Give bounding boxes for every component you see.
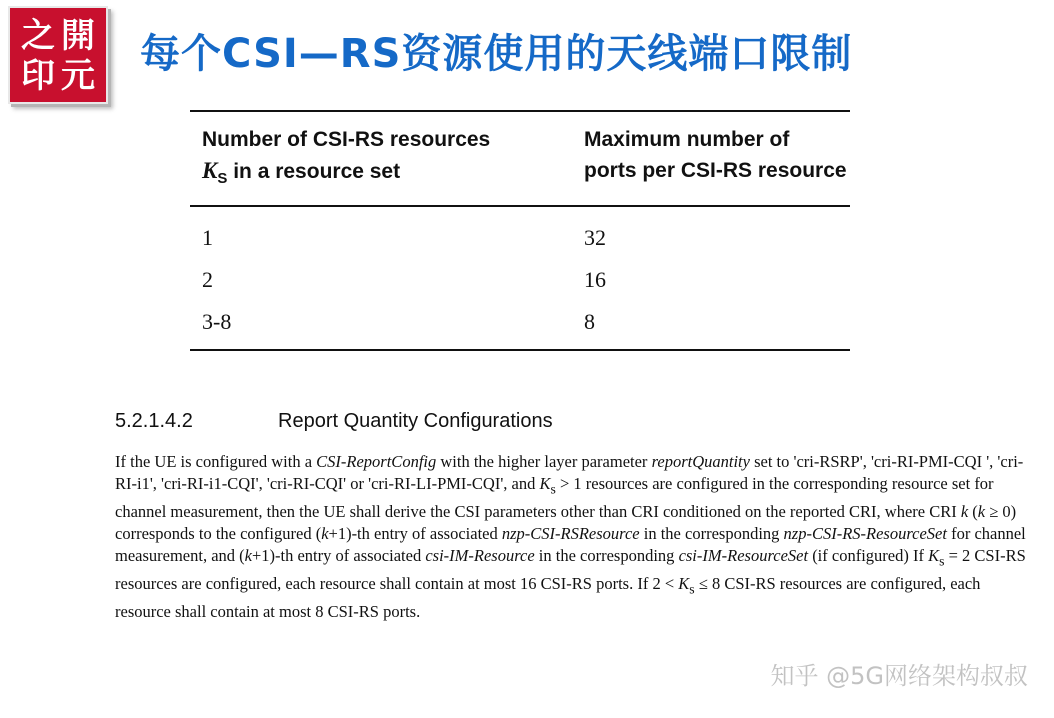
math-var: k: [244, 546, 252, 566]
header-line-rest: in a resource set: [227, 160, 401, 183]
spec-paragraph: [115, 451, 1027, 623]
table-cell-resources: 1: [202, 225, 213, 250]
ks-letter: K: [202, 158, 218, 183]
math-sub: s: [939, 553, 945, 569]
math-var: K: [539, 474, 551, 494]
table-header-max-ports: [584, 124, 854, 186]
text-run: in the corresponding: [639, 524, 784, 544]
param-name: nzp-CSI-RSResource: [501, 524, 640, 544]
text-run: in the corresponding: [534, 546, 679, 566]
logo-grid: [18, 16, 98, 94]
table-top-rule: [190, 110, 850, 112]
text-run: (: [968, 501, 978, 521]
logo-char: 元: [61, 56, 95, 96]
logo-stamp: [8, 6, 108, 104]
logo-char: 印: [21, 56, 55, 96]
math-sub: s: [689, 581, 695, 597]
text-run: ≤ 8 CSI-RS resources are configured, each resource shall contain at most 8 CSI-RS ports.: [115, 574, 981, 621]
text-run: = 2 CSI-RS resources are configured, each resource shall contain at most 16 CSI-RS ports. If 2 <: [115, 546, 1026, 594]
param-name: csi-IM-ResourceSet: [678, 546, 809, 566]
text-run: If the UE is configured with a: [115, 452, 317, 471]
table-header-resources: [202, 124, 562, 194]
table-cell-max-ports: 8: [584, 309, 595, 334]
text-run: ≥ 0) corresponds to the configured (: [115, 501, 1017, 544]
watermark: 知乎 @5G网络架构叔叔: [770, 662, 1028, 690]
ks-symbol: [202, 158, 228, 188]
header-line: Number of CSI-RS resources: [202, 128, 491, 151]
table-bottom-rule: [190, 349, 850, 351]
table-cell-resources: 3-8: [202, 309, 232, 334]
math-sub: s: [550, 481, 556, 497]
logo-char: 開: [61, 16, 95, 56]
param-name: nzp-CSI-RS-ResourceSet: [783, 524, 947, 544]
ks-subscript: S: [217, 170, 228, 188]
text-run: set to 'cri-RSRP', 'cri-RI-PMI-CQI ', 'cri-RI-i1', 'cri-RI-i1-CQI', 'cri-RI-CQI' or 'cri-RI-LI-PMI-CQI', and: [115, 452, 1024, 494]
logo-char: 之: [21, 16, 55, 56]
text-run: +1)-th entry of associated: [251, 546, 426, 566]
section-title: Report Quantity Configurations: [278, 410, 553, 432]
page-title: 每个CSI—RS资源使用的天线端口限制: [140, 31, 853, 77]
math-var: k: [321, 524, 329, 544]
text-run: > 1 resources are configured in the corresponding resource set for channel measurement, then the UE shall derive the CSI parameters other than CRI conditioned on the reported CRI, where CRI: [115, 474, 994, 521]
math-var: K: [928, 546, 940, 566]
text-run: with the higher layer parameter: [436, 452, 652, 471]
header-line: ports per CSI-RS resource: [584, 159, 847, 182]
math-var: k: [977, 501, 986, 521]
table-header-rule: [190, 205, 850, 207]
text-run: for channel measurement, and (: [115, 524, 1026, 566]
table-cell-resources: 2: [202, 267, 213, 292]
text-run: (if configured) If: [808, 546, 929, 566]
section-number: 5.2.1.4.2: [115, 410, 193, 432]
table-cell-max-ports: 32: [584, 225, 606, 250]
param-name: reportQuantity: [651, 452, 750, 471]
math-var: k: [960, 501, 969, 521]
text-run: +1)-th entry of associated: [328, 524, 502, 544]
param-name: csi-IM-Resource: [425, 546, 535, 566]
table-cell-max-ports: 16: [584, 267, 606, 292]
math-var: K: [678, 574, 690, 594]
header-line: Maximum number of: [584, 128, 790, 151]
param-name: CSI-ReportConfig: [316, 452, 437, 471]
